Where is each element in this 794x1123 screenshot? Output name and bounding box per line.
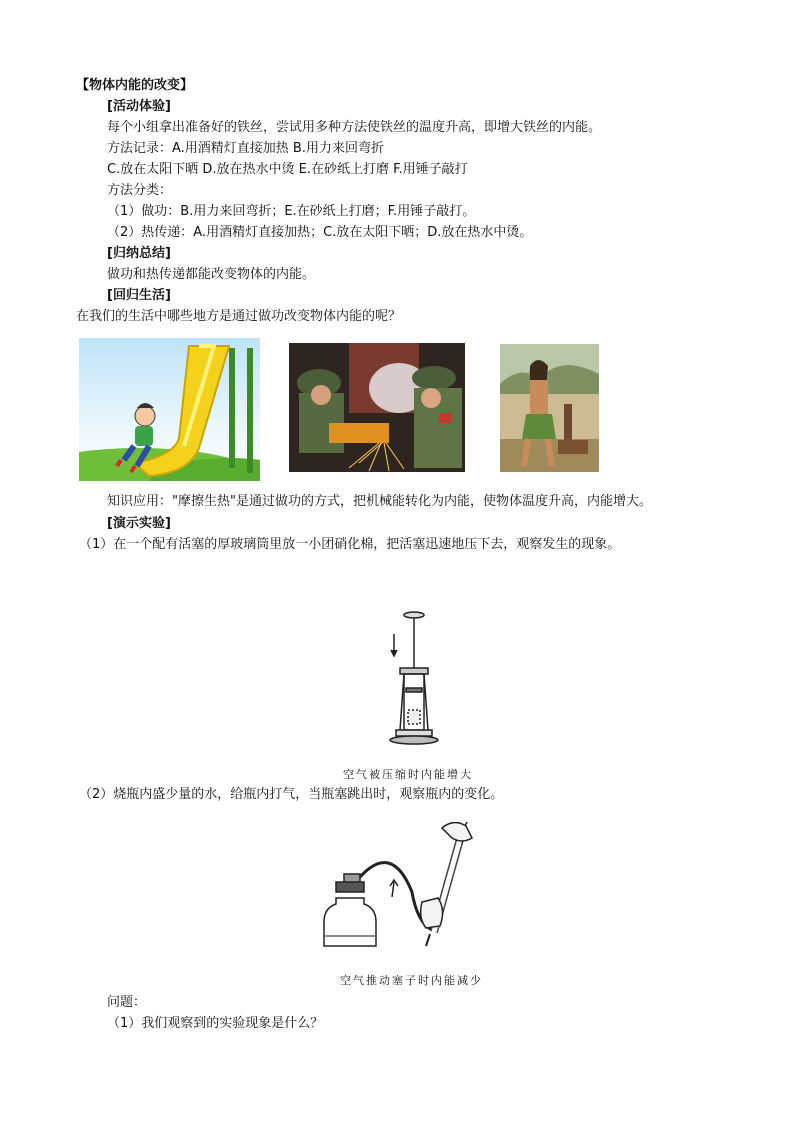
slide-illustration [79, 338, 260, 481]
method-record-line1: 方法记录：A.用酒精灯直接加热 B.用力来回弯折 [107, 141, 384, 156]
experiment-2-text: （2）烧瓶内盛少量的水，给瓶内打气，当瓶塞跳出时，观察瓶内的变化。 [79, 787, 504, 802]
activity-intro: 每个小组拿出准备好的铁丝，尝试用多种方法使铁丝的温度升高，即增大铁丝的内能。 [107, 120, 602, 135]
knowledge-application: 知识应用："摩擦生热"是通过做功的方式，把机械能转化为内能，使物体温度升高，内能增大。 [107, 494, 652, 509]
section-title: 【物体内能的改变】 [76, 78, 194, 93]
fire-making-illustration [500, 344, 599, 472]
experiment-1-text: （1）在一个配有活塞的厚玻璃筒里放一小团硝化棉，把活塞迅速地压下去，观察发生的现象。 [79, 537, 621, 552]
method-record-line2: C.放在太阳下晒 D.放在热水中烫 E.在砂纸上打磨 F.用锤子敲打 [107, 162, 468, 177]
method-classify-label: 方法分类： [107, 183, 173, 198]
caption-expansion: 空气推动塞子时内能减少 [340, 974, 483, 987]
caption-compression: 空气被压缩时内能增大 [343, 768, 473, 781]
question-1: （1）我们观察到的实验现象是什么？ [107, 1016, 324, 1031]
method-class-heat: （2）热传递：A.用酒精灯直接加热；C.放在太阳下晒；D.放在热水中烫。 [107, 225, 533, 240]
compression-cylinder-diagram [384, 610, 440, 746]
method-class-work: （1）做功：B.用力来回弯折；E.在砂纸上打磨；F.用锤子敲打。 [107, 204, 476, 219]
demo-heading: [演示实验] [107, 516, 171, 531]
life-question: 在我们的生活中哪些地方是通过做功改变物体内能的呢？ [76, 309, 402, 324]
summary-heading: [归纳总结] [107, 246, 171, 261]
life-heading: [回归生活] [107, 288, 171, 303]
grinding-sparks-photo [289, 343, 465, 472]
bottle-pump-diagram [322, 822, 474, 950]
summary-text: 做功和热传递都能改变物体的内能。 [107, 267, 316, 282]
activity-heading: [活动体验] [107, 99, 171, 114]
questions-label: 问题： [107, 995, 147, 1010]
